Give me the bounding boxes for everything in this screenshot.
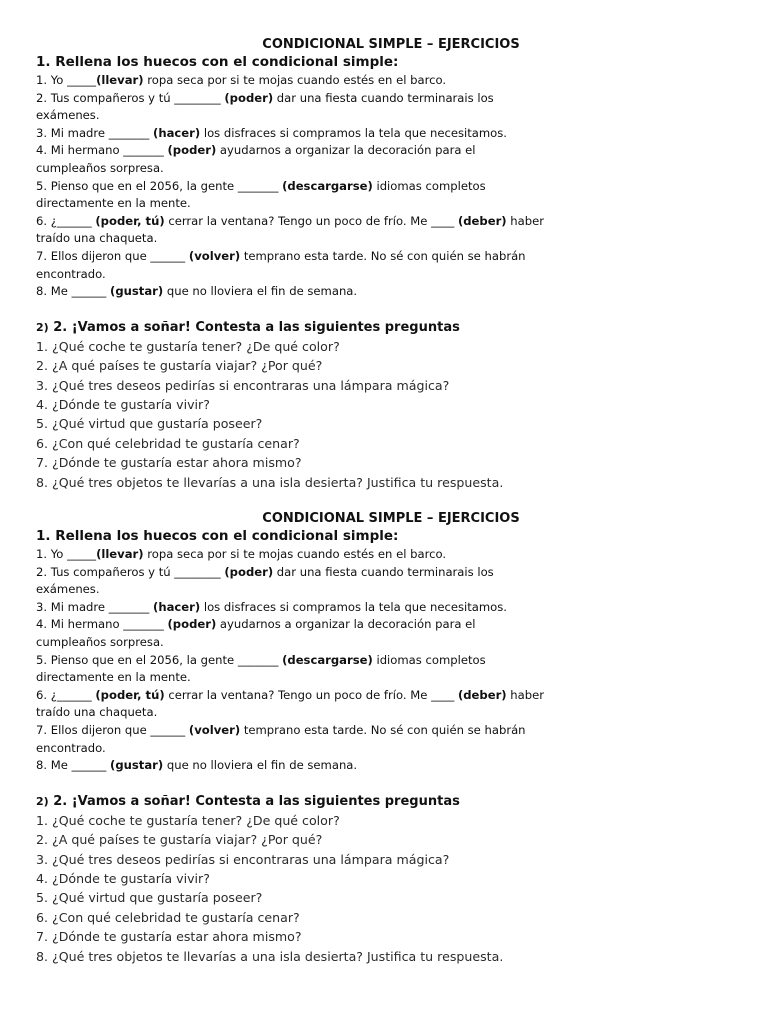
sentence-text: cumpleaños sorpresa. — [36, 634, 164, 649]
question-item: 6. ¿Con qué celebridad te gustaría cenar? — [36, 909, 300, 925]
exercise-1-line — [36, 213, 736, 231]
sentence-text: traído una chaqueta. — [36, 705, 158, 720]
question-item: 6. ¿Con qué celebridad te gustaría cenar? — [36, 435, 300, 451]
sentence-text: 1. Yo _____ — [36, 73, 97, 87]
sentence-text: haber — [506, 213, 544, 228]
exercise-1-line — [36, 283, 736, 301]
sentence-text: ayudarnos a organizar la decoración para el — [216, 143, 476, 158]
sentence-text: 5. Pienso que en el 2056, la gente _______ — [36, 178, 283, 193]
sentence-text: 4. Mi hermano _______ — [36, 143, 168, 158]
exercise-1-line — [36, 230, 736, 248]
verb-cue: (hacer) — [153, 599, 201, 614]
question-item: 4. ¿Dónde te gustaría vivir? — [36, 396, 210, 412]
exercise-1-heading: 1. Rellena los huecos con el condicional simple: — [36, 528, 399, 544]
sentence-text: temprano esta tarde. No sé con quién se habrán — [240, 722, 526, 737]
exercise-1-line — [36, 142, 736, 160]
question-item: 5. ¿Qué virtud que gustaría poseer? — [36, 416, 263, 432]
exercise-1-line — [36, 722, 736, 740]
verb-cue: (hacer) — [153, 125, 201, 140]
sentence-text: 3. Mi madre _______ — [36, 599, 154, 614]
sentence-text: 4. Mi hermano _______ — [36, 617, 168, 632]
verb-cue: (gustar) — [110, 758, 164, 773]
exercise-1-line — [36, 160, 736, 178]
exercise-1-list — [36, 72, 736, 301]
worksheet-title: CONDICIONAL SIMPLE – EJERCICIOS — [262, 511, 520, 526]
sentence-text: 6. ¿______ — [36, 687, 96, 702]
sentence-text: haber — [506, 687, 544, 702]
verb-cue: (deber) — [457, 687, 507, 702]
verb-cue: (llevar) — [96, 73, 144, 87]
sentence-text: los disfraces si compramos la tela que necesitamos. — [200, 125, 507, 140]
question-item: 3. ¿Qué tres deseos pedirías si encontraras una lámpara mágica? — [36, 377, 450, 393]
sentence-text: ayudarnos a organizar la decoración para el — [216, 617, 476, 632]
exercise-1-line — [36, 652, 736, 670]
question-item: 8. ¿Qué tres objetos te llevarías a una isla desierta? Justifica tu respuesta. — [36, 474, 504, 490]
exercise-1-list — [36, 546, 736, 775]
exercise-2-number: 2) — [36, 794, 49, 808]
exercise-1-line — [36, 564, 736, 582]
verb-cue: (poder) — [167, 617, 217, 632]
exercise-2-heading — [36, 792, 736, 811]
question-item: 8. ¿Qué tres objetos te llevarías a una isla desierta? Justifica tu respuesta. — [36, 948, 504, 964]
verb-cue: (poder, tú) — [95, 687, 165, 702]
sentence-text: directamente en la mente. — [36, 670, 191, 685]
exercise-2-heading-text: 2. ¡Vamos a soñar! Contesta a las siguientes preguntas — [48, 793, 460, 809]
exercise-2-heading-text: 2. ¡Vamos a soñar! Contesta a las siguientes preguntas — [48, 319, 460, 335]
verb-cue: (poder) — [167, 143, 217, 158]
sentence-text: dar una fiesta cuando terminarais los — [273, 564, 494, 579]
sentence-text: cerrar la ventana? Tengo un poco de frío. Me ____ — [164, 687, 458, 702]
exercise-1-line — [36, 687, 736, 705]
sentence-text: 1. Yo _____ — [36, 547, 97, 561]
worksheet-copy-2 — [36, 510, 736, 966]
exercise-1-line — [36, 704, 736, 722]
sentence-text: 7. Ellos dijeron que ______ — [36, 722, 189, 737]
exercise-1-line — [36, 599, 736, 617]
exercise-1-line — [36, 178, 736, 196]
question-item: 3. ¿Qué tres deseos pedirías si encontraras una lámpara mágica? — [36, 851, 450, 867]
verb-cue: (deber) — [457, 213, 507, 228]
sentence-text: ropa seca por si te mojas cuando estés en el barco. — [143, 73, 447, 87]
sentence-text: 2. Tus compañeros y tú ________ — [36, 564, 225, 579]
sentence-text: idiomas completos — [372, 652, 486, 667]
exercise-2-list — [36, 811, 736, 966]
sentence-text: 3. Mi madre _______ — [36, 125, 154, 140]
exercise-1-line — [36, 72, 736, 90]
question-item: 2. ¿A qué países te gustaría viajar? ¿Por qué? — [36, 832, 323, 848]
sentence-text: que no lloviera el fin de semana. — [163, 758, 358, 773]
question-item: 5. ¿Qué virtud que gustaría poseer? — [36, 890, 263, 906]
question-item: 7. ¿Dónde te gustaría estar ahora mismo? — [36, 455, 302, 471]
sentence-text: encontrado. — [36, 266, 106, 281]
sentence-text: directamente en la mente. — [36, 196, 191, 211]
question-item: 2. ¿A qué países te gustaría viajar? ¿Por qué? — [36, 358, 323, 374]
sentence-text: ropa seca por si te mojas cuando estés en el barco. — [143, 547, 447, 561]
sentence-text: 8. Me ______ — [36, 758, 111, 773]
sentence-text: los disfraces si compramos la tela que necesitamos. — [200, 599, 507, 614]
verb-cue: (volver) — [188, 248, 241, 263]
exercise-1-line — [36, 581, 736, 599]
verb-cue: (descargarse) — [282, 178, 373, 193]
exercise-2-number: 2) — [36, 320, 49, 334]
sentence-text: 7. Ellos dijeron que ______ — [36, 248, 189, 263]
verb-cue: (gustar) — [110, 284, 164, 299]
exercise-1-line — [36, 634, 736, 652]
verb-cue: (poder, tú) — [95, 213, 165, 228]
verb-cue: (descargarse) — [282, 652, 373, 667]
exercise-1-line — [36, 740, 736, 758]
sentence-text: exámenes. — [36, 108, 100, 123]
sentence-text: cumpleaños sorpresa. — [36, 160, 164, 175]
verb-cue: (poder) — [224, 564, 274, 579]
worksheet-title: CONDICIONAL SIMPLE – EJERCICIOS — [262, 37, 520, 52]
sentence-text: exámenes. — [36, 582, 100, 597]
exercise-1-line — [36, 757, 736, 775]
verb-cue: (poder) — [224, 90, 274, 105]
exercise-1-heading: 1. Rellena los huecos con el condicional simple: — [36, 54, 399, 70]
sentence-text: temprano esta tarde. No sé con quién se habrán — [240, 248, 526, 263]
sentence-text: traído una chaqueta. — [36, 231, 158, 246]
exercise-1-line — [36, 669, 736, 687]
sentence-text: 8. Me ______ — [36, 284, 111, 299]
sentence-text: 5. Pienso que en el 2056, la gente _______ — [36, 652, 283, 667]
exercise-1-line — [36, 125, 736, 143]
exercise-2-heading — [36, 318, 736, 337]
exercise-1-line — [36, 195, 736, 213]
exercise-1-line — [36, 107, 736, 125]
sentence-text: encontrado. — [36, 740, 106, 755]
sentence-text: idiomas completos — [372, 178, 486, 193]
exercise-1-line — [36, 248, 736, 266]
sentence-text: 6. ¿______ — [36, 213, 96, 228]
question-item: 1. ¿Qué coche te gustaría tener? ¿De qué color? — [36, 338, 340, 354]
question-item: 7. ¿Dónde te gustaría estar ahora mismo? — [36, 929, 302, 945]
exercise-2-list — [36, 337, 736, 492]
question-item: 1. ¿Qué coche te gustaría tener? ¿De qué color? — [36, 812, 340, 828]
exercise-1-line — [36, 266, 736, 284]
exercise-1-line — [36, 546, 736, 564]
worksheet-copy-1 — [36, 36, 736, 492]
sentence-text: cerrar la ventana? Tengo un poco de frío. Me ____ — [164, 213, 458, 228]
sentence-text: 2. Tus compañeros y tú ________ — [36, 90, 225, 105]
sentence-text: que no lloviera el fin de semana. — [163, 284, 358, 299]
verb-cue: (volver) — [188, 722, 241, 737]
sentence-text: dar una fiesta cuando terminarais los — [273, 90, 494, 105]
exercise-1-line — [36, 616, 736, 634]
exercise-1-line — [36, 90, 736, 108]
verb-cue: (llevar) — [96, 547, 144, 561]
question-item: 4. ¿Dónde te gustaría vivir? — [36, 870, 210, 886]
